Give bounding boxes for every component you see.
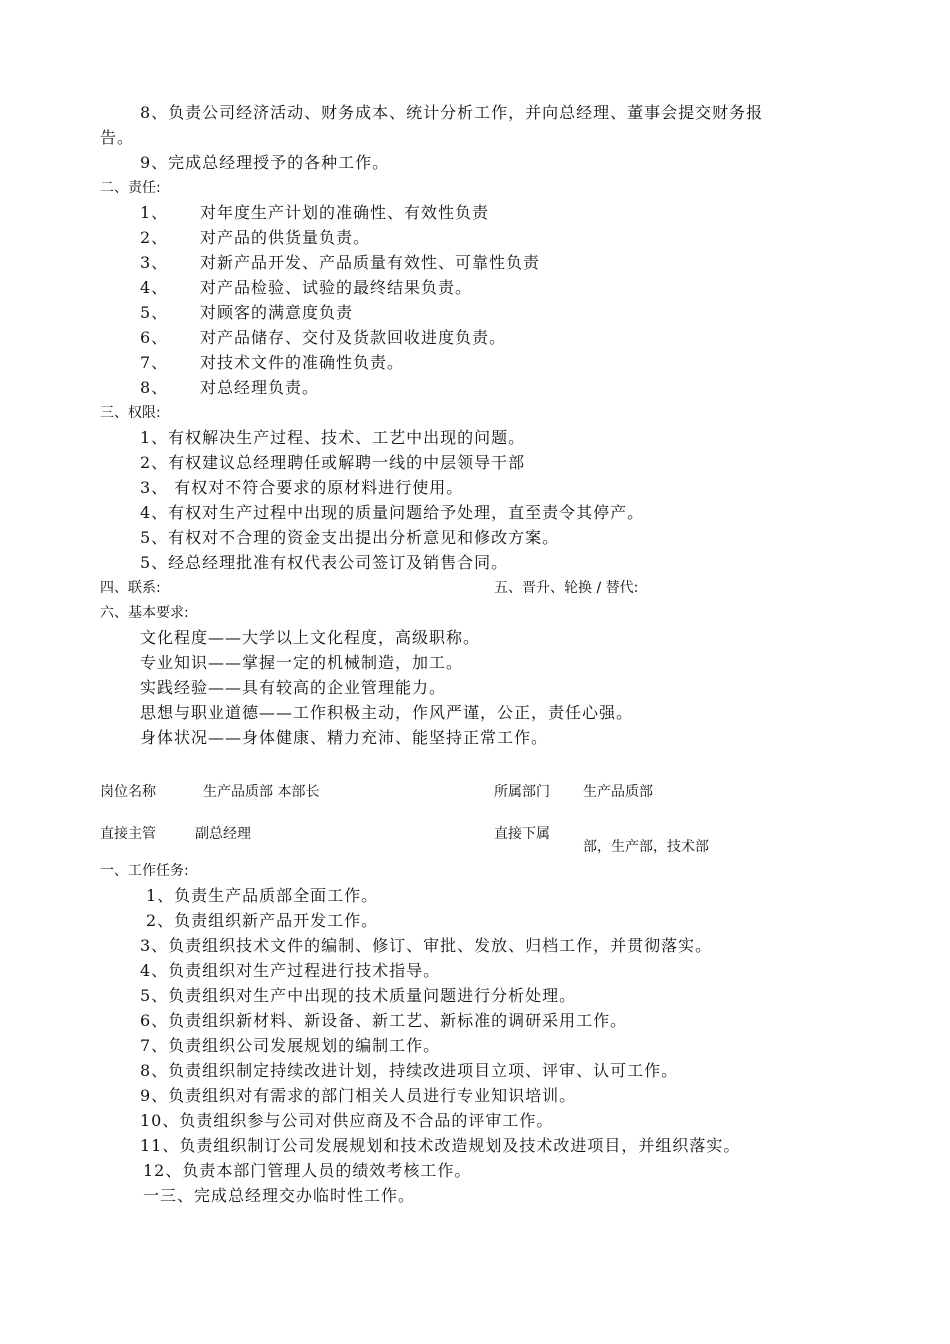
responsibility-item (140, 303, 353, 323)
requirement-item: 实践经验——具有较高的企业管理能力。 (140, 678, 447, 697)
subordinate-value: 部，生产部，技术部 (583, 839, 709, 855)
task-item-8-continuation: 告。 (100, 128, 135, 147)
item-number: 6、 (140, 328, 169, 347)
department-value: 生产品质部 (583, 784, 653, 800)
task-item-8: 8、负责公司经济活动、财务成本、统计分析工作，并向总经理、董事会提交财务报 (140, 103, 764, 122)
requirement-item: 专业知识——掌握一定的机械制造，加工。 (140, 653, 464, 672)
authority-item: 3、 有权对不符合要求的原材料进行使用。 (140, 478, 464, 497)
work-tasks-heading: 一、工作任务: (100, 863, 189, 879)
authority-item: 5、有权对不合理的资金支出提出分析意见和修改方案。 (140, 528, 560, 547)
promotion-heading: 五、晋升、轮换 / 替代: (494, 580, 639, 596)
work-task-item: 10、负责组织参与公司对供应商及不合品的评审工作。 (140, 1111, 554, 1130)
work-task-item: 1、负责生产品质部全面工作。 (146, 886, 379, 905)
authority-item: 2、有权建议总经理聘任或解聘一线的中层领导干部 (140, 453, 526, 472)
work-task-item: 2、负责组织新产品开发工作。 (146, 911, 379, 930)
responsibility-item (140, 353, 404, 373)
position-value: 生产品质部 本部长 (203, 784, 320, 800)
item-text: 对新产品开发、产品质量有效性、可靠性负责 (200, 253, 541, 272)
item-number: 4、 (140, 278, 169, 297)
item-number: 5、 (140, 303, 169, 322)
item-text: 对产品检验、试验的最终结果负责。 (200, 278, 473, 297)
work-task-item: 12、负责本部门管理人员的绩效考核工作。 (143, 1161, 472, 1180)
requirement-item: 身体状况——身体健康、精力充沛、能坚持正常工作。 (140, 728, 549, 747)
contact-heading: 四、联系: (100, 580, 161, 596)
responsibility-heading: 二、责任: (100, 180, 161, 196)
requirements-heading: 六、基本要求: (100, 605, 189, 621)
item-text: 对产品的供货量负责。 (200, 228, 371, 247)
supervisor-label: 直接主管 (100, 826, 156, 842)
position-label: 岗位名称 (100, 784, 156, 800)
item-number: 8、 (140, 378, 169, 397)
item-text: 对技术文件的准确性负责。 (200, 353, 405, 372)
work-task-item: 7、负责组织公司发展规划的编制工作。 (140, 1036, 441, 1055)
work-task-item: 5、负责组织对生产中出现的技术质量问题进行分析处理。 (140, 986, 577, 1005)
item-text: 对顾客的满意度负责 (200, 303, 354, 322)
work-task-item: 8、负责组织制定持续改进计划，持续改进项目立项、评审、认可工作。 (140, 1061, 679, 1080)
work-task-item: 11、负责组织制订公司发展规划和技术改造规划及技术改进项目，并组织落实。 (140, 1136, 741, 1155)
authority-item: 5、经总经理批准有权代表公司签订及销售合同。 (140, 553, 509, 572)
authority-item: 1、有权解决生产过程、技术、工艺中出现的问题。 (140, 428, 526, 447)
responsibility-item (140, 253, 540, 273)
responsibility-item (140, 328, 506, 348)
work-task-item: 6、负责组织新材料、新设备、新工艺、新标准的调研采用工作。 (140, 1011, 628, 1030)
responsibility-item (140, 203, 489, 223)
authority-item: 4、有权对生产过程中出现的质量问题给予处理，直至责令其停产。 (140, 503, 645, 522)
responsibility-item (140, 378, 319, 398)
item-number: 2、 (140, 228, 169, 247)
task-item-9: 9、完成总经理授予的各种工作。 (140, 153, 390, 172)
item-text: 对产品储存、交付及货款回收进度负责。 (200, 328, 507, 347)
work-task-item: 4、负责组织对生产过程进行技术指导。 (140, 961, 441, 980)
responsibility-item (140, 228, 370, 248)
authority-heading: 三、权限: (100, 405, 161, 421)
department-label: 所属部门 (494, 784, 550, 800)
subordinate-label: 直接下属 (494, 826, 550, 842)
item-number: 3、 (140, 253, 169, 272)
requirement-item: 文化程度——大学以上文化程度，高级职称。 (140, 628, 481, 647)
item-number: 1、 (140, 203, 169, 222)
requirement-item: 思想与职业道德——工作积极主动，作风严谨，公正，责任心强。 (140, 703, 634, 722)
item-text: 对年度生产计划的准确性、有效性负责 (200, 203, 490, 222)
work-task-item: 一三、完成总经理交办临时性工作。 (143, 1186, 416, 1205)
item-text: 对总经理负责。 (200, 378, 320, 397)
responsibility-item (140, 278, 472, 298)
item-number: 7、 (140, 353, 169, 372)
work-task-item: 3、负责组织技术文件的编制、修订、审批、发放、归档工作，并贯彻落实。 (140, 936, 713, 955)
supervisor-value: 副总经理 (195, 826, 251, 842)
work-task-item: 9、负责组织对有需求的部门相关人员进行专业知识培训。 (140, 1086, 577, 1105)
